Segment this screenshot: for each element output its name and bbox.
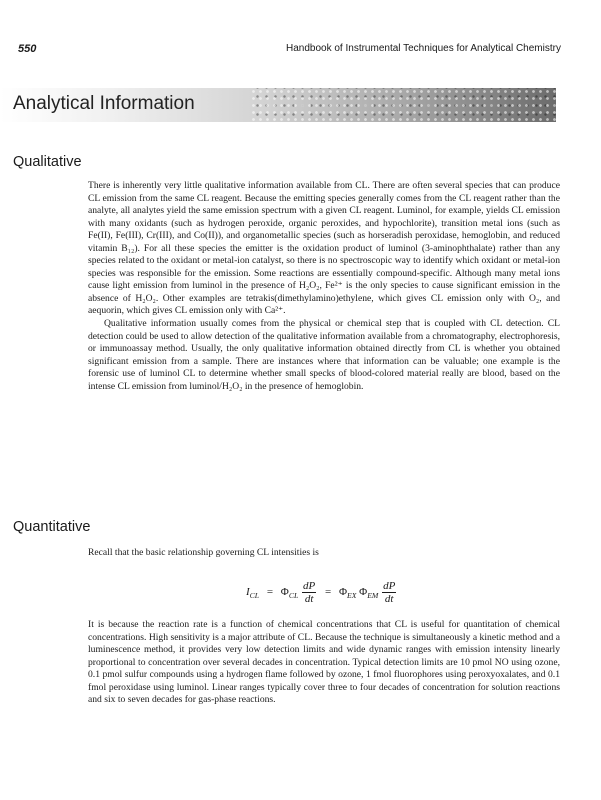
eq-frac2-num: dP [383, 580, 396, 592]
eq-equals-1: = [266, 586, 274, 599]
qualitative-paragraph-1: There is inherently very little qualitative information available from CL. There are often several species that can produce CL emission from the same CL reagent. Because the emitting species generally comes from the CL reagent rather than the analyte, all analytes yield the same emission spectrum with a given CL reagent. Luminol, for example, yields CL emission with many oxidants (such as hydrogen peroxide, organic peroxides, and hypochlorite), transition metal ions (such as Fe(II), Fe(III), Cr(III), and Co(II)), and organometallic species (such as horseradish peroxidase, hemoglobin, and reduced vitamin B₁₂). For all these species the emitter is the oxidation product of luminol (3-aminophthalate) rather than any species related to the oxidant or metal-ion catalyst, so there is no spectroscopic way to identify which oxidant or metal-ion species was responsible for the emission. Some reactions are essentially compound-specific. Although many metal ions cause light emission from luminol in the presence of H₂O₂, Fe²⁺ is the only species to cause significant emission in the absence of H₂O₂. Other examples are tetrakis(dimethylamino)ethylene, which gives CL emission only with O₂, and aequorin, which gives CL emission only with Ca²⁺. [88, 180, 560, 317]
banner-title: Analytical Information [13, 93, 195, 114]
eq-phi-em-sub: EM [367, 591, 379, 601]
eq-phi-em: Φ [359, 586, 368, 599]
quantitative-intro: Recall that the basic relationship governing CL intensities is [88, 547, 319, 558]
qualitative-body [88, 180, 560, 393]
qualitative-heading: Qualitative [13, 154, 82, 170]
running-title: Handbook of Instrumental Techniques for Analytical Chemistry [286, 43, 561, 54]
quantitative-body [88, 619, 560, 707]
eq-phi-ex: Φ [338, 586, 347, 599]
eq-phi-cl: Φ [280, 586, 289, 599]
eq-fraction-1 [302, 580, 316, 605]
quantitative-heading: Quantitative [13, 519, 91, 535]
eq-phi-cl-sub: CL [288, 591, 299, 601]
cl-intensity-equation [246, 580, 397, 605]
qualitative-paragraph-2: Qualitative information usually comes from the physical or chemical step that is coupled with CL detection. CL detection could be used to allow detection of the qualitative information available from a chromatography, electrophoresis, or immunoassay method. Usually, the only qualitative information obtained directly from CL is whether you obtained significant emission from a sample. There are instances where that information can be valuable; one example is the forensic use of luminol CL to determine whether small specks of blood-colored material really are blood, based on the intense CL emission from luminol/H₂O₂ in the presence of hemoglobin. [88, 318, 560, 392]
page-number: 550 [18, 43, 37, 55]
eq-fraction-2 [382, 580, 396, 605]
eq-phi-ex-sub: EX [347, 591, 357, 601]
eq-frac2-den: dt [384, 593, 394, 605]
eq-equals-2: = [324, 586, 332, 599]
eq-frac1-num: dP [303, 580, 316, 592]
eq-lhs-sub: CL [249, 591, 260, 601]
eq-frac1-den: dt [304, 593, 314, 605]
eq-lhs: I [246, 586, 250, 599]
section-banner [0, 88, 556, 122]
quantitative-paragraph-1: It is because the reaction rate is a function of chemical concentrations that CL is useful for quantitation of chemical concentrations. High sensitivity is a major attribute of CL. Because the technique is simultaneously a kinetic method and a luminescence method, it provides very low detection limits and wide dynamic ranges with emission intensity linearly proportional to concentration over several decades in concentration. Typical detection limits are 10 pmol NO using ozone, 0.1 pmol sulfur compounds using a hydrogen flame followed by ozone, 1 fmol fluorophores using peroxyoxalates, and 0.1 fmol peroxidase using luminol. Linear ranges typically cover three to four decades of concentration for solution reactions and six to seven decades for gas-phase reactions. [88, 619, 560, 706]
